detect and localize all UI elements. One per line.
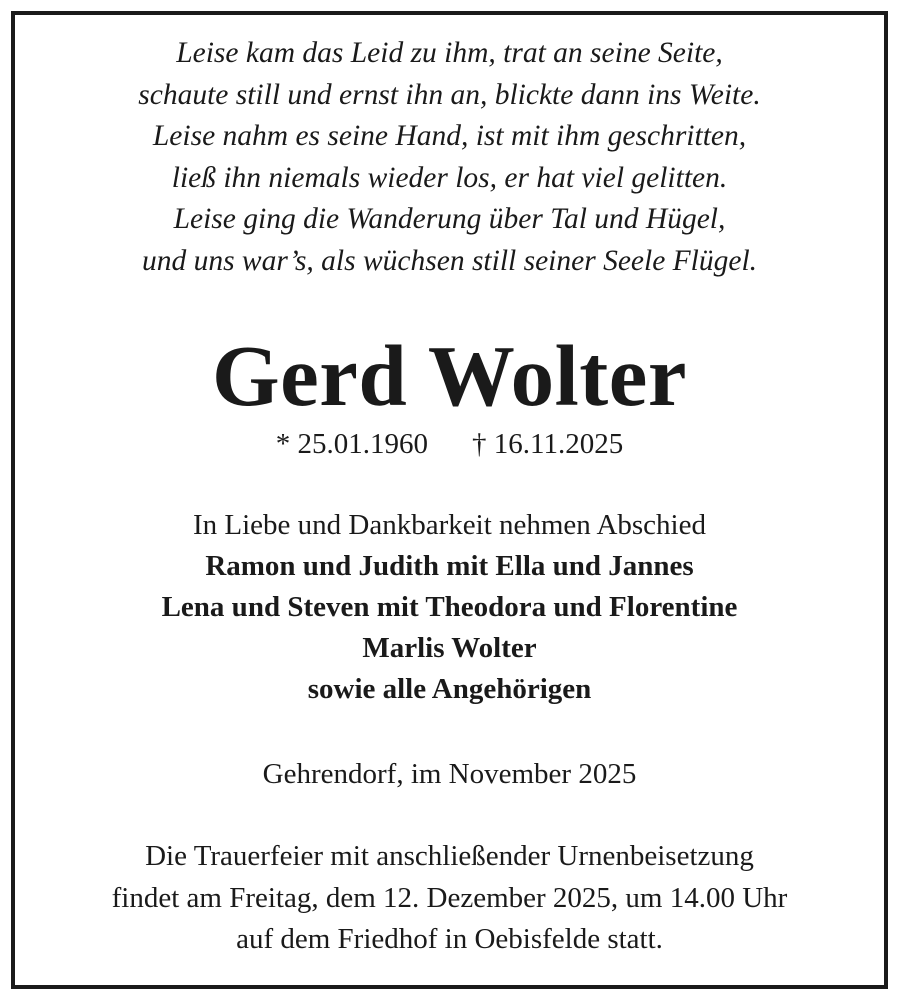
poem-line: schaute still und ernst ihn an, blickte dann ins Weite. bbox=[138, 78, 761, 111]
farewell-section bbox=[0, 505, 899, 710]
place-and-date: Gehrendorf, im November 2025 bbox=[262, 758, 637, 790]
mourner-line: sowie alle Angehörigen bbox=[307, 673, 592, 705]
poem-line: ließ ihn niemals wieder los, er hat viel gelitten. bbox=[171, 161, 728, 194]
ceremony-line: findet am Freitag, dem 12. Dezember 2025, um 14.00 Uhr bbox=[111, 881, 788, 914]
ceremony-line: auf dem Friedhof in Oebisfelde statt. bbox=[236, 923, 663, 955]
deceased-name: Gerd Wolter bbox=[211, 327, 688, 424]
poem-line: Leise nahm es seine Hand, ist mit ihm geschritten, bbox=[152, 120, 747, 153]
poem-line: Leise kam das Leid zu ihm, trat an seine Seite, bbox=[176, 37, 723, 69]
death-date: † 16.11.2025 bbox=[472, 428, 624, 460]
mourner-line: Lena und Steven mit Theodora und Florentine bbox=[161, 591, 738, 623]
mourner-line: Marlis Wolter bbox=[362, 632, 537, 664]
ceremony-line: Die Trauerfeier mit anschließender Urnenbeisetzung bbox=[145, 840, 754, 872]
poem-line: Leise ging die Wanderung über Tal und Hügel, bbox=[173, 203, 726, 236]
birth-date: * 25.01.1960 bbox=[275, 428, 429, 460]
mourner-line: Ramon und Judith mit Ella und Jannes bbox=[205, 550, 694, 582]
poem-line: und uns war’s, als wüchsen still seiner Seele Flügel. bbox=[141, 244, 758, 277]
life-dates bbox=[0, 424, 899, 464]
ceremony-details bbox=[0, 836, 899, 961]
memorial-poem bbox=[0, 33, 899, 283]
farewell-intro: In Liebe und Dankbarkeit nehmen Abschied bbox=[193, 509, 706, 541]
